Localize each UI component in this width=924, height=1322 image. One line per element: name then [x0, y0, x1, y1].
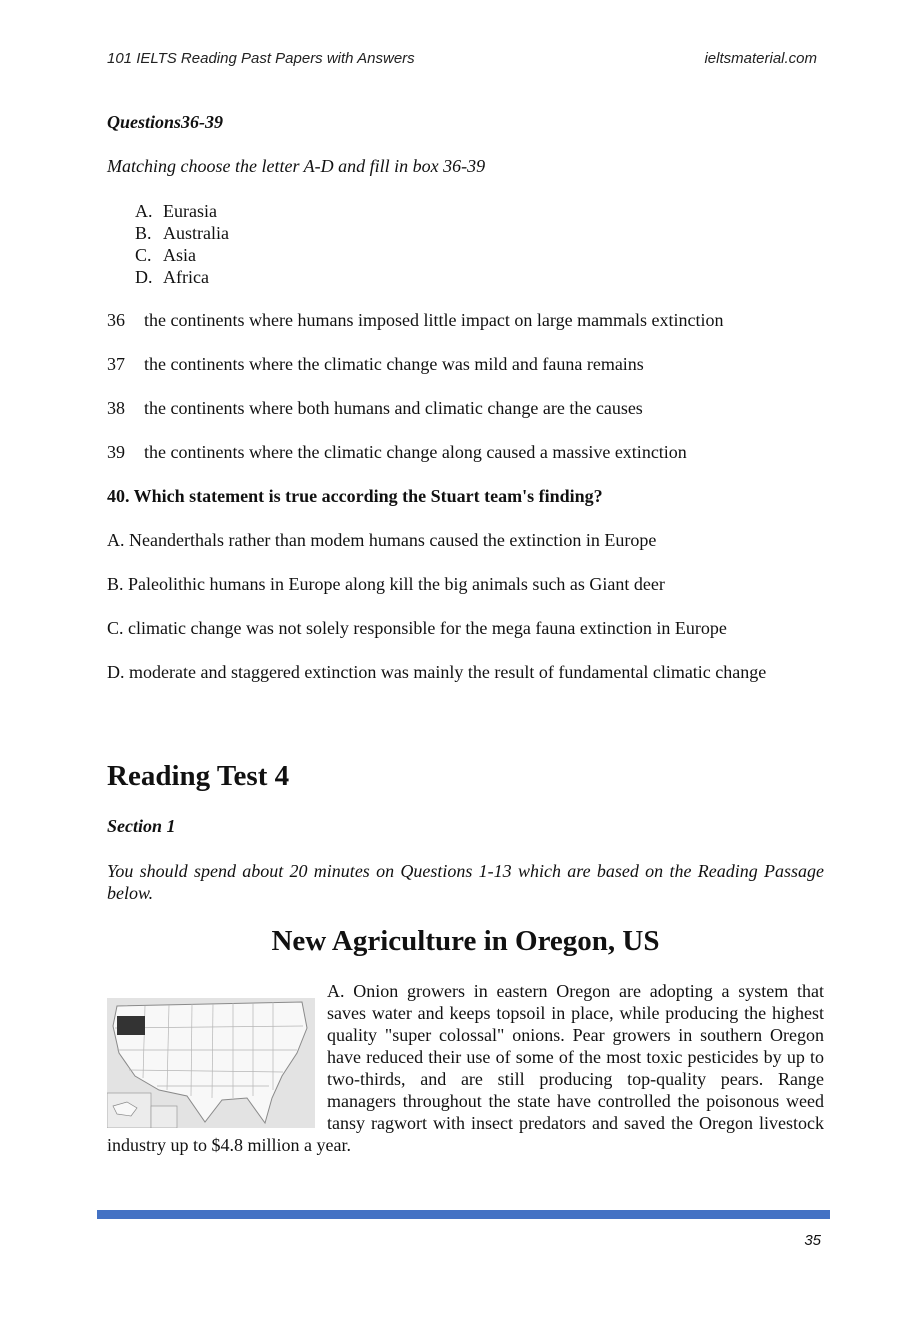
question-statement: 37 the continents where the climatic change was mild and fauna remains [107, 354, 644, 374]
time-instruction: You should spend about 20 minutes on Questions 1-13 which are based on the Reading Passage below. [107, 861, 824, 903]
running-header-site: ieltsmaterial.com [704, 50, 817, 67]
question-statement: 38 the continents where both humans and climatic change are the causes [107, 398, 643, 418]
option-item: B. Australia [135, 223, 229, 243]
passage-title: New Agriculture in Oregon, US [271, 925, 660, 957]
question-40: 40. Which statement is true according the Stuart team's finding? [107, 486, 603, 506]
matching-instruction: Matching choose the letter A-D and fill in box 36-39 [107, 156, 486, 176]
us-map-image [107, 998, 315, 1128]
answer-choice: A. Neanderthals rather than modem humans caused the extinction in Europe [107, 530, 657, 550]
answer-choice: D. moderate and staggered extinction was mainly the result of fundamental climatic change [107, 662, 767, 682]
option-item: A. Eurasia [135, 201, 217, 221]
option-list [135, 200, 229, 288]
option-item: C. Asia [135, 245, 196, 265]
reading-test-title: Reading Test 4 [107, 760, 290, 792]
passage-paragraph-a: A. Onion growers in eastern Oregon are adopting a system that saves water and keeps topsoil in place, while producing the highest quality "super colossal" onions. Pear growers in southern Oregon have reduced their use of some of the most toxic pesticides by up to two-thirds, and are still producing top-quality pears. Range managers throughout the state have controlled the poisonous weed tansy ragwort with insect predators and saved the Oregon livestock industry up to $4.8 million a year. [107, 981, 824, 1155]
running-header-title: 101 IELTS Reading Past Papers with Answers [107, 50, 415, 67]
question-statement: 39 the continents where the climatic change along caused a massive extinction [107, 442, 687, 462]
question-statement: 36 the continents where humans imposed little impact on large mammals extinction [107, 310, 724, 330]
section-label: Section 1 [107, 816, 176, 836]
page-number: 35 [804, 1232, 821, 1249]
option-item: D. Africa [135, 267, 209, 287]
questions-heading: Questions36-39 [107, 112, 224, 132]
footer-divider [97, 1210, 830, 1219]
answer-choice: C. climatic change was not solely responsible for the mega fauna extinction in Europe [107, 618, 727, 638]
answer-choice: B. Paleolithic humans in Europe along kill the big animals such as Giant deer [107, 574, 665, 594]
